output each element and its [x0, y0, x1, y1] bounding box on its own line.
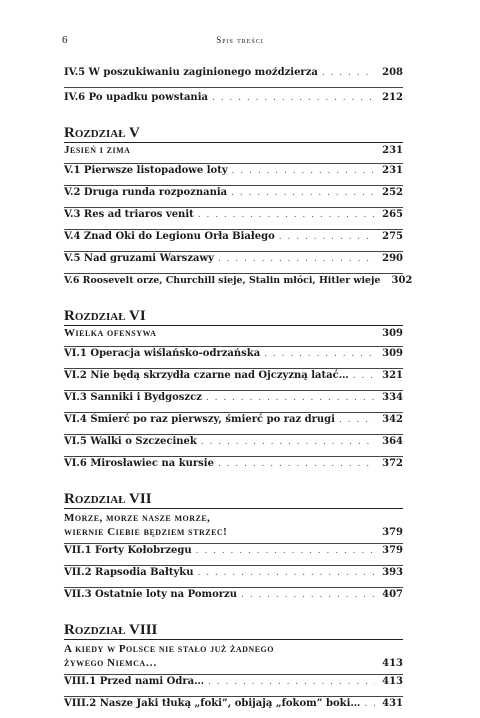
chapter-block — [64, 307, 403, 478]
dot-leader — [322, 66, 375, 80]
toc-entry-page: 231 — [382, 165, 403, 176]
divider — [64, 639, 403, 640]
running-head: Spis treści — [216, 35, 264, 45]
toc-entry-page: 212 — [382, 92, 403, 103]
toc-entry-page: 364 — [382, 436, 403, 447]
toc-entry[interactable] — [64, 544, 403, 565]
divider — [64, 87, 403, 88]
toc-entry-page: 372 — [382, 458, 403, 469]
toc-entry-title: VII.1 Forty Kołobrzegu — [64, 545, 192, 556]
toc-entry[interactable] — [64, 164, 403, 185]
toc-entry-page: 342 — [382, 414, 403, 425]
chapter-page: 309 — [382, 328, 403, 339]
toc-entry-title: V.1 Pierwsze listopadowe loty — [64, 165, 228, 176]
toc-entry[interactable] — [64, 186, 403, 207]
toc-entry-page: 302 — [391, 275, 413, 286]
dot-leader — [339, 413, 375, 427]
dot-leader — [232, 164, 375, 178]
toc-entry-title: IV.5 W poszukiwaniu zaginionego moździerza — [64, 67, 318, 78]
dot-leader — [264, 347, 375, 361]
chapter-page: 231 — [382, 145, 403, 156]
toc-entry-title: VII.2 Rapsodia Bałtyku — [64, 567, 194, 578]
dot-leader — [353, 369, 375, 383]
toc-entry-title: V.2 Druga runda rozpoznania — [64, 187, 228, 198]
dot-leader — [279, 230, 375, 244]
chapter-label: Rozdział VIII — [64, 622, 158, 638]
top-entries — [64, 66, 403, 112]
toc-entry-title: VI.1 Operacja wiślańsko-odrzańska — [64, 348, 261, 359]
toc-entry[interactable] — [64, 274, 413, 295]
toc-entry-title: VII.3 Ostatnie loty na Pomorzu — [64, 589, 238, 600]
dot-leader — [196, 544, 375, 558]
dot-leader — [208, 675, 375, 689]
toc-entry-page: 252 — [382, 187, 403, 198]
chapter-block — [64, 490, 403, 609]
toc-entry-title: VI.3 Sanniki i Bydgoszcz — [64, 392, 202, 403]
toc-entry[interactable] — [64, 252, 403, 273]
chapter-title: Jesień i zima — [64, 144, 131, 156]
toc-entry[interactable] — [64, 208, 403, 229]
dot-leader — [201, 435, 375, 449]
chapter-page: 379 — [382, 527, 403, 538]
page-number: 6 — [62, 34, 68, 46]
chapter-heading[interactable] — [64, 656, 403, 674]
toc-entry-page: 208 — [382, 67, 403, 78]
toc-entry-title: VIII.1 Przed nami Odra… — [64, 676, 205, 687]
chapter-label: Rozdział V — [64, 125, 140, 141]
toc-entry[interactable] — [64, 566, 403, 587]
chapter-title: żywego Niemca… — [64, 657, 158, 669]
toc-entry-title: IV.6 Po upadku powstania — [64, 92, 208, 103]
chapter-title: Wielka ofensywa — [64, 327, 157, 339]
toc-entry-page: 334 — [382, 392, 403, 403]
dot-leader — [241, 588, 375, 602]
toc-entry[interactable] — [64, 413, 403, 434]
chapter-heading[interactable] — [64, 525, 403, 543]
chapter-label: Rozdział VII — [64, 491, 152, 507]
toc-entry[interactable] — [64, 697, 403, 718]
table-of-contents — [64, 66, 413, 718]
toc-entry-page: 379 — [382, 545, 403, 556]
toc-entry-page: 407 — [382, 589, 403, 600]
chapter-title: Morze, morze nasze morze, — [64, 512, 211, 524]
toc-entry-page: 290 — [382, 253, 403, 264]
chapter-heading[interactable] — [64, 143, 403, 163]
chapter-heading[interactable] — [64, 326, 403, 346]
divider — [64, 508, 403, 509]
dot-leader — [198, 566, 375, 580]
toc-entry[interactable] — [64, 588, 403, 609]
chapter-block — [64, 621, 403, 718]
chapter-title: A kiedy w Polsce nie stało już żadnego — [64, 643, 274, 655]
toc-entry-title: V.5 Nad gruzami Warszawy — [64, 253, 214, 264]
toc-entry[interactable] — [64, 457, 403, 478]
dot-leader — [231, 186, 375, 200]
chapter-label: Rozdział VI — [64, 308, 146, 324]
toc-entry-page: 275 — [382, 231, 403, 242]
toc-entry-page: 265 — [382, 209, 403, 220]
chapter-title: wiernie Ciebie będziem strzec! — [64, 526, 228, 538]
dot-leader — [206, 391, 375, 405]
toc-entry[interactable] — [64, 347, 403, 368]
toc-entry[interactable] — [64, 91, 403, 112]
toc-entry-title: V.3 Res ad triaros venit — [64, 209, 194, 220]
toc-entry-page: 413 — [382, 676, 403, 687]
chapter-page: 413 — [382, 658, 403, 669]
toc-entry-title: V.4 Znad Oki do Legionu Orła Białego — [64, 231, 275, 242]
toc-entry-page: 393 — [382, 567, 403, 578]
toc-entry-title: VI.2 Nie będą skrzydła czarne nad Ojczyzną latać… — [64, 370, 349, 381]
toc-entry[interactable] — [64, 435, 403, 456]
toc-entry[interactable] — [64, 230, 403, 251]
dot-leader — [198, 208, 375, 222]
toc-entry-page: 309 — [382, 348, 403, 359]
toc-entry-title: V.6 Roosevelt orze, Churchill sieje, Stalin młóci, Hitler wieje — [64, 275, 381, 286]
toc-entry-page: 431 — [382, 698, 403, 709]
toc-entry-title: VI.5 Walki o Szczecinek — [64, 436, 197, 447]
toc-entry[interactable] — [64, 369, 403, 390]
toc-entry[interactable] — [64, 675, 403, 696]
dot-leader — [364, 697, 375, 711]
toc-entry-title: VI.6 Mirosławiec na kursie — [64, 458, 214, 469]
chapter-block — [64, 124, 413, 295]
toc-entry[interactable] — [64, 391, 403, 412]
toc-entry-title: VIII.2 Nasze Jaki tłuką „foki”, obijają „fokom” boki… — [64, 698, 361, 709]
dot-leader — [218, 457, 375, 471]
dot-leader — [212, 91, 375, 105]
toc-entry-title: VI.4 Śmierć po raz pierwszy, śmierć po raz drugi — [64, 414, 335, 425]
dot-leader — [218, 252, 375, 266]
toc-entry-page: 321 — [382, 370, 403, 381]
toc-entry[interactable] — [64, 66, 403, 87]
